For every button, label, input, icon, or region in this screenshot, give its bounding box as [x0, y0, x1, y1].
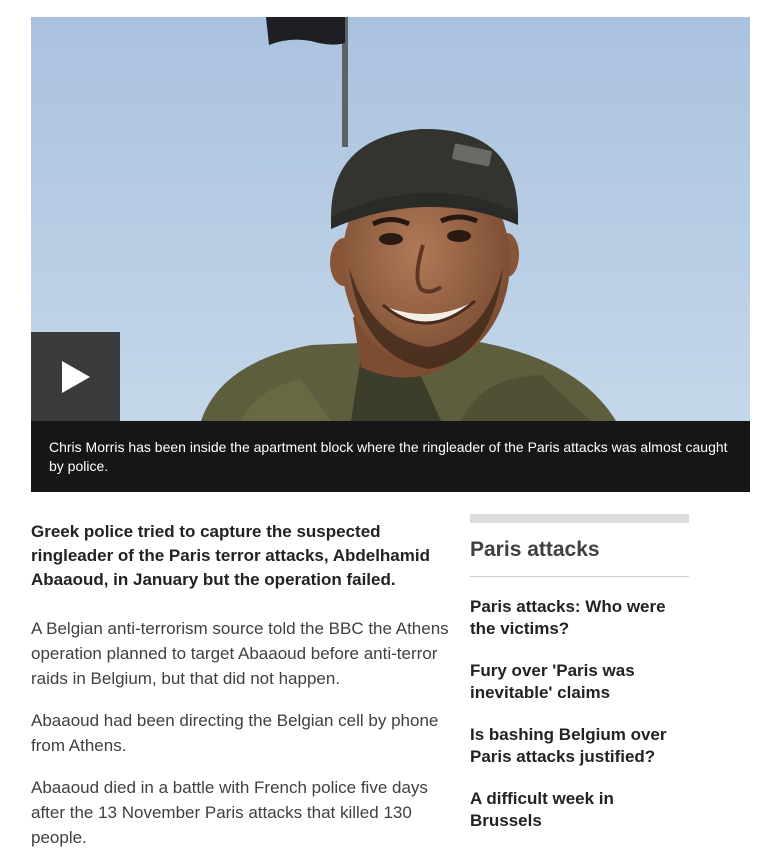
related-link-fury[interactable]: Fury over 'Paris was inevitable' claims [470, 661, 635, 702]
list-item [470, 596, 689, 640]
list-item [470, 660, 689, 704]
article-body [31, 520, 451, 867]
video-player[interactable] [31, 17, 750, 492]
video-caption: Chris Morris has been inside the apartment block where the ringleader of the Paris attacks was almost caught by police. [31, 421, 750, 492]
article-paragraph: A Belgian anti-terrorism source told the BBC the Athens operation planned to target Abaaoud before anti-terror raids in Belgium, but that did not happen. [31, 619, 449, 688]
related-stories-sidebar [470, 514, 689, 832]
play-button[interactable] [31, 332, 120, 421]
article-paragraph: Abaaoud died in a battle with French police five days after the 13 November Paris attacks that killed 130 people. [31, 778, 428, 847]
sidebar-title: Paris attacks [470, 523, 689, 577]
related-link-brussels[interactable]: A difficult week in Brussels [470, 789, 614, 830]
article-intro: Greek police tried to capture the suspected ringleader of the Paris terror attacks, Abdelhamid Abaaoud, in January but the operation failed. [31, 522, 430, 589]
related-link-belgium[interactable]: Is bashing Belgium over Paris attacks justified? [470, 725, 667, 766]
play-icon [60, 359, 92, 395]
related-links-list [470, 596, 689, 832]
list-item [470, 788, 689, 832]
video-still-image[interactable] [31, 17, 750, 421]
list-item [470, 724, 689, 768]
related-link-victims[interactable]: Paris attacks: Who were the victims? [470, 597, 666, 638]
article-paragraph: Abaaoud had been directing the Belgian cell by phone from Athens. [31, 711, 439, 755]
sidebar-divider [470, 514, 689, 523]
